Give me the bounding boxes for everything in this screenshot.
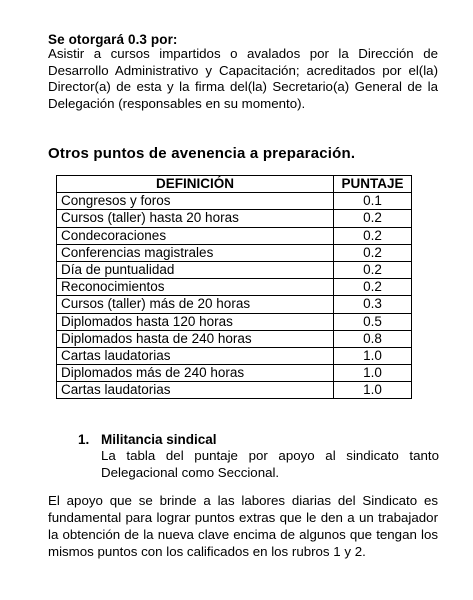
list-item-title: Militancia sindical	[101, 432, 217, 447]
section-body-bonus: Asistir a cursos impartidos o avalados por la Dirección de Desarrollo Administrativo y Capacitación; acreditados por el(la) Director(a) de esta y la firma del(la) Secretario(a) General de la Delegación (responsables en su momento).	[48, 46, 438, 111]
table-row	[57, 347, 412, 364]
row-definition: Diplomados más de 240 horas	[57, 365, 334, 382]
points-table	[56, 175, 412, 399]
section-title-bonus: Se otorgará 0.3 por:	[48, 32, 178, 47]
table-row	[57, 193, 412, 210]
list-item-number: 1.	[78, 432, 90, 447]
header-score: PUNTAJE	[334, 176, 412, 193]
table-row	[57, 365, 412, 382]
table-row	[57, 279, 412, 296]
row-score: 0.5	[334, 313, 412, 330]
row-definition: Día de puntualidad	[57, 261, 334, 278]
row-score: 0.8	[334, 330, 412, 347]
list-item-body: La tabla del puntaje por apoyo al sindicato tanto Delegacional como Seccional.	[101, 448, 439, 480]
row-score: 1.0	[334, 347, 412, 364]
table-row	[57, 261, 412, 278]
section-title-other-points: Otros puntos de avenencia a preparación.	[48, 145, 356, 162]
table-header-row	[57, 176, 412, 193]
row-definition: Reconocimientos	[57, 279, 334, 296]
row-definition: Cursos (taller) más de 20 horas	[57, 296, 334, 313]
table-row	[57, 382, 412, 399]
row-definition: Diplomados hasta de 240 horas	[57, 330, 334, 347]
row-score: 0.2	[334, 261, 412, 278]
header-definition: DEFINICIÓN	[57, 176, 334, 193]
row-definition: Cursos (taller) hasta 20 horas	[57, 210, 334, 227]
table-row	[57, 313, 412, 330]
row-definition: Congresos y foros	[57, 193, 334, 210]
row-score: 1.0	[334, 382, 412, 399]
row-score: 0.2	[334, 227, 412, 244]
row-definition: Cartas laudatorias	[57, 347, 334, 364]
table-row	[57, 296, 412, 313]
row-score: 0.3	[334, 296, 412, 313]
table-row	[57, 227, 412, 244]
row-definition: Conferencias magistrales	[57, 244, 334, 261]
row-score: 0.1	[334, 193, 412, 210]
row-score: 1.0	[334, 365, 412, 382]
table-row	[57, 330, 412, 347]
row-score: 0.2	[334, 279, 412, 296]
row-definition: Cartas laudatorias	[57, 382, 334, 399]
table-row	[57, 244, 412, 261]
row-definition: Condecoraciones	[57, 227, 334, 244]
row-definition: Diplomados hasta 120 horas	[57, 313, 334, 330]
row-score: 0.2	[334, 210, 412, 227]
row-score: 0.2	[334, 244, 412, 261]
table-row	[57, 210, 412, 227]
closing-paragraph: El apoyo que se brinde a las labores diarias del Sindicato es fundamental para lograr puntos extras que le den a un trabajador la obtención de la nueva clave encima de algunos que tengan los mismos puntos con los calificados en los rubros 1 y 2.	[48, 493, 438, 559]
